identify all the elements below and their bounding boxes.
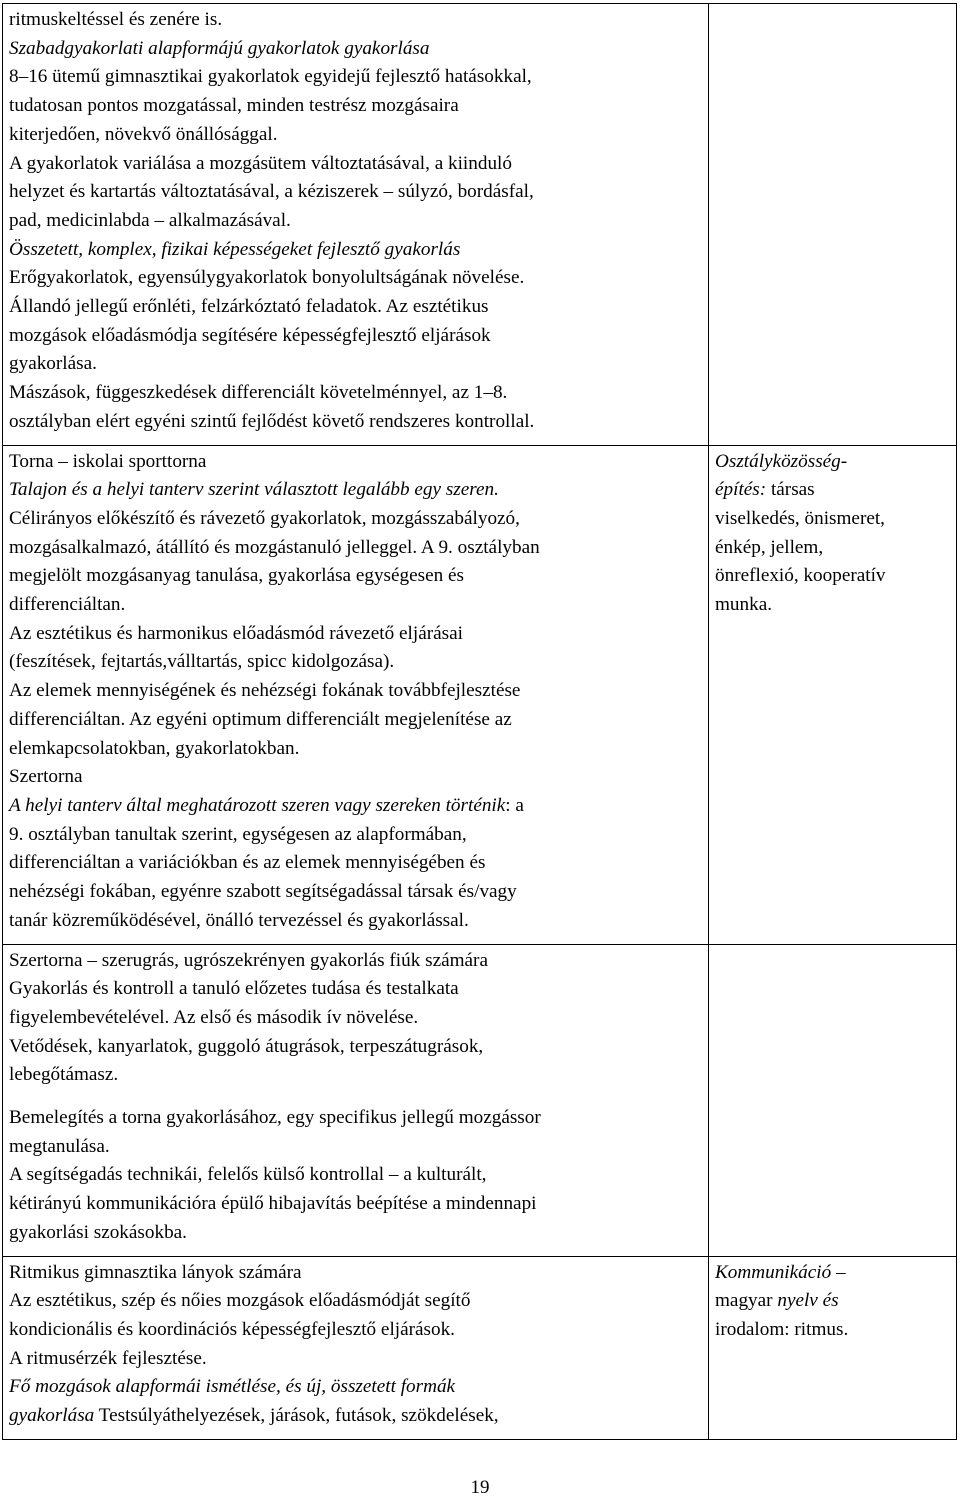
- text-line: [9, 706, 702, 735]
- italic-text: Osztályközösség-: [715, 450, 848, 472]
- text-run: gyakorlási szokásokba.: [9, 1221, 187, 1243]
- text-run: elemkapcsolatokban, gyakorlatokban.: [9, 737, 300, 759]
- italic-text: Kommunikáció –: [715, 1261, 846, 1283]
- paragraph-gap: [9, 1090, 702, 1104]
- text-line: [9, 6, 702, 35]
- text-run: Bemelegítés a torna gyakorlásához, egy specifikus jellegű mozgássor: [9, 1107, 541, 1129]
- text-line: [9, 1161, 702, 1190]
- text-run: tudatosan pontos mozgatással, minden testrész mozgásaira: [9, 95, 459, 117]
- text-run: viselkedés, önismeret,: [715, 507, 885, 529]
- text-line: [9, 735, 702, 764]
- text-line: [9, 677, 702, 706]
- italic-text: A helyi tanterv által meghatározott szeren vagy szereken történik: [9, 794, 506, 816]
- text-run: Erőgyakorlatok, egyensúlygyakorlatok bonyolultságának növelése.: [9, 267, 525, 289]
- text-line: [9, 1259, 702, 1288]
- text-line: [9, 1190, 702, 1219]
- text-line: [9, 379, 702, 408]
- text-run: Gyakorlás és kontroll a tanuló előzetes tudása és testalkata: [9, 978, 459, 1000]
- text-run: kiterjedően, növekvő önállósággal.: [9, 123, 278, 145]
- text-line: [715, 476, 950, 505]
- curriculum-table-body: [3, 4, 957, 1440]
- text-run: Mászások, függeszkedések differenciált követelménnyel, az 1–8.: [9, 382, 508, 404]
- text-run: 9. osztályban tanultak szerint, egységesen az alapformában,: [9, 823, 467, 845]
- text-line: [715, 1259, 950, 1288]
- text-line: [9, 121, 702, 150]
- text-line: [9, 63, 702, 92]
- text-run: A gyakorlatok variálása a mozgásütem változtatásával, a kiinduló: [9, 152, 512, 174]
- table-row: [3, 944, 957, 1256]
- text-line: [9, 322, 702, 351]
- text-line: [9, 92, 702, 121]
- text-run: differenciáltan a variációkban és az elemek mennyiségében és: [9, 852, 486, 874]
- text-line: [9, 350, 702, 379]
- text-run: irodalom: ritmus.: [715, 1318, 849, 1340]
- italic-text: Szabadgyakorlati alapformájú gyakorlatok gyakorlása: [9, 37, 430, 59]
- text-line: [9, 1316, 702, 1345]
- text-line: [9, 792, 702, 821]
- text-line: [9, 476, 702, 505]
- text-line: [715, 591, 950, 620]
- text-line: [9, 1061, 702, 1090]
- text-line: [9, 236, 702, 265]
- text-run: Vetődések, kanyarlatok, guggoló átugrások, terpeszátugrások,: [9, 1035, 484, 1057]
- text-run: : a: [505, 794, 524, 816]
- text-line: [9, 849, 702, 878]
- text-run: osztályban elért egyéni szintű fejlődést követő rendszeres kontrollal.: [9, 410, 535, 432]
- text-run: magyar: [715, 1290, 778, 1312]
- text-line: [9, 178, 702, 207]
- text-run: gyakorlása.: [9, 353, 97, 375]
- text-line: [9, 264, 702, 293]
- text-line: [9, 1133, 702, 1162]
- italic-text: gyakorlása: [9, 1405, 95, 1427]
- text-line: [9, 534, 702, 563]
- text-run: Az esztétikus, szép és nőies mozgások előadásmódját segítő: [9, 1290, 471, 1312]
- italic-text: Összetett, komplex, fizikai képességeket fejlesztő gyakorlás: [9, 238, 461, 260]
- text-line: [9, 1287, 702, 1316]
- table-row: [3, 445, 957, 944]
- text-run: pad, medicinlabda – alkalmazásával.: [9, 209, 291, 231]
- text-line: [715, 1287, 950, 1316]
- text-line: [715, 505, 950, 534]
- text-line: [9, 620, 702, 649]
- text-run: lebegőtámasz.: [9, 1064, 119, 1086]
- content-cell: [3, 944, 709, 1256]
- italic-text: építés:: [715, 479, 767, 501]
- text-run: A ritmusérzék fejlesztése.: [9, 1347, 207, 1369]
- text-run: differenciáltan. Az egyéni optimum differenciált megjelenítése az: [9, 708, 512, 730]
- text-run: differenciáltan.: [9, 594, 126, 616]
- text-run: önreflexió, kooperatív: [715, 565, 886, 587]
- text-run: Állandó jellegű erőnléti, felzárkóztató feladatok. Az esztétikus: [9, 296, 489, 318]
- connection-cell: [709, 944, 957, 1256]
- text-run: kétirányú kommunikációra épülő hibajavítás beépítése a mindennapi: [9, 1193, 537, 1215]
- page-number: 19: [470, 1477, 490, 1498]
- text-line: [715, 562, 950, 591]
- text-run: Szertorna: [9, 766, 83, 788]
- text-line: [9, 648, 702, 677]
- text-run: mozgások előadásmódja segítésére képességfejlesztő eljárások: [9, 324, 491, 346]
- text-run: tanár közreműködésével, önálló tervezéssel és gyakorlással.: [9, 909, 469, 931]
- italic-text: Talajon és a helyi tanterv szerint választott legalább egy szeren.: [9, 479, 499, 501]
- text-line: [715, 448, 950, 477]
- content-cell: [3, 4, 709, 446]
- text-run: mozgásalkalmazó, átállító és mozgástanuló jelleggel. A 9. osztályban: [9, 536, 540, 558]
- text-line: [9, 150, 702, 179]
- text-line: [9, 1373, 702, 1402]
- text-run: A segítségadás technikái, felelős külső kontrollal – a kulturált,: [9, 1164, 487, 1186]
- text-line: [9, 763, 702, 792]
- text-run: figyelembevételével. Az első és második ív növelése.: [9, 1006, 419, 1028]
- content-cell: [3, 1256, 709, 1439]
- text-run: ritmuskeltéssel és zenére is.: [9, 9, 223, 30]
- italic-text: Fő mozgások alapformái ismétlése, és új, összetett formák: [9, 1376, 456, 1398]
- text-line: [9, 975, 702, 1004]
- text-run: megtanulása.: [9, 1135, 110, 1157]
- text-run: munka.: [715, 594, 773, 616]
- table-row: [3, 4, 957, 446]
- text-run: (feszítések, fejtartás,válltartás, spicc kidolgozása).: [9, 651, 395, 673]
- content-cell: [3, 445, 709, 944]
- text-line: [9, 408, 702, 437]
- text-run: Torna – iskolai sporttorna: [9, 450, 207, 472]
- text-run: Célirányos előkészítő és rávezető gyakorlatok, mozgásszabályozó,: [9, 507, 520, 529]
- text-run: Az elemek mennyiségének és nehézségi fokának továbbfejlesztése: [9, 680, 521, 702]
- text-run: nehézségi fokában, egyénre szabott segítségadással társak és/vagy: [9, 881, 517, 903]
- text-run: Az esztétikus és harmonikus előadásmód rávezető eljárásai: [9, 622, 463, 644]
- connection-cell: [709, 4, 957, 446]
- text-line: [9, 1104, 702, 1133]
- text-run: helyzet és kartartás változtatásával, a kéziszerek – súlyzó, bordásfal,: [9, 181, 534, 203]
- text-line: [9, 878, 702, 907]
- text-line: [9, 35, 702, 64]
- text-line: [9, 591, 702, 620]
- text-line: [715, 1316, 950, 1345]
- text-line: [9, 448, 702, 477]
- text-line: [9, 1033, 702, 1062]
- text-line: [9, 821, 702, 850]
- text-run: Szertorna – szerugrás, ugrószekrényen gyakorlás fiúk számára: [9, 949, 488, 971]
- table-row: [3, 1256, 957, 1439]
- text-run: Testsúlyáthelyezések, járások, futások, szökdelések,: [94, 1405, 499, 1427]
- curriculum-table: [2, 3, 957, 1440]
- text-line: [9, 947, 702, 976]
- text-line: [9, 1219, 702, 1248]
- text-line: [9, 1004, 702, 1033]
- text-run: kondicionális és koordinációs képességfejlesztő eljárások.: [9, 1318, 455, 1340]
- text-line: [9, 505, 702, 534]
- text-run: társas: [766, 479, 815, 501]
- italic-text: nyelv és: [777, 1290, 839, 1312]
- text-line: [9, 562, 702, 591]
- connection-cell: [709, 1256, 957, 1439]
- text-run: megjelölt mozgásanyag tanulása, gyakorlása egységesen és: [9, 565, 465, 587]
- text-line: [9, 907, 702, 936]
- text-line: [9, 1402, 702, 1431]
- text-line: [715, 534, 950, 563]
- text-run: 8–16 ütemű gimnasztikai gyakorlatok egyidejű fejlesztő hatásokkal,: [9, 66, 532, 88]
- text-line: [9, 293, 702, 322]
- connection-cell: [709, 445, 957, 944]
- text-line: [9, 207, 702, 236]
- text-line: [9, 1345, 702, 1374]
- text-run: énkép, jellem,: [715, 536, 824, 558]
- text-run: Ritmikus gimnasztika lányok számára: [9, 1261, 302, 1283]
